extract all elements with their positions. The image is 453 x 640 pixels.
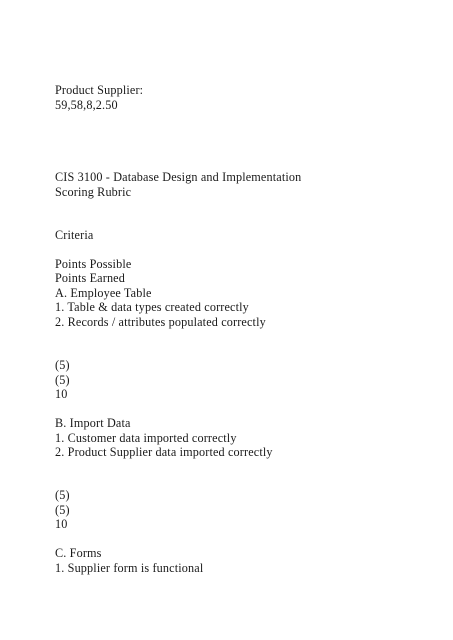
section-a-item-2: 2. Records / attributes populated correctly (55, 315, 266, 329)
rubric-title: Scoring Rubric (55, 185, 132, 199)
section-a-total: 10 (55, 387, 68, 401)
points-possible-heading: Points Possible (55, 257, 132, 271)
section-b-total: 10 (55, 517, 68, 531)
section-c-item-1: 1. Supplier form is functional (55, 561, 204, 575)
section-b-item-1: 1. Customer data imported correctly (55, 431, 237, 445)
points-earned-heading: Points Earned (55, 271, 125, 285)
section-a-points-1: (5) (55, 358, 70, 372)
section-c-heading: C. Forms (55, 546, 102, 560)
product-supplier-label: Product Supplier: (55, 83, 144, 97)
course-title: CIS 3100 - Database Design and Implementation (55, 170, 302, 184)
section-b-points-1: (5) (55, 488, 70, 502)
section-b-points-2: (5) (55, 503, 70, 517)
section-a-points-2: (5) (55, 373, 70, 387)
section-b-item-2: 2. Product Supplier data imported correctly (55, 445, 273, 459)
product-supplier-values: 59,58,8,2.50 (55, 98, 118, 112)
criteria-heading: Criteria (55, 228, 94, 242)
section-a-item-1: 1. Table & data types created correctly (55, 300, 249, 314)
section-a-heading: A. Employee Table (55, 286, 152, 300)
section-b-heading: B. Import Data (55, 416, 131, 430)
